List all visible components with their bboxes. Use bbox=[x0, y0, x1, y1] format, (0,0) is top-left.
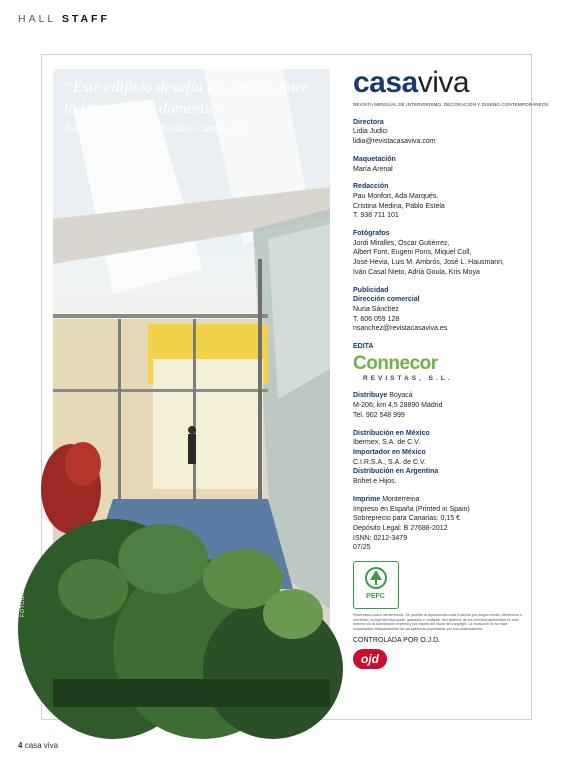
connecor-logo: Connecor bbox=[353, 352, 438, 374]
section-header bbox=[18, 13, 110, 25]
fotografos-line: José Hevia, Luis M. Ambrós, José L. Hausmann, bbox=[353, 259, 504, 267]
section-label: HALL bbox=[18, 13, 56, 25]
magazine-tagline: REVISTA MENSUAL DE INTERIORISMO, DECORACIÓN Y DISEÑO CONTEMPORÁNEOS bbox=[353, 102, 549, 107]
imprime-name: Monterreina bbox=[382, 495, 420, 503]
redaccion-label: Redacción bbox=[353, 183, 389, 191]
comercial-label: Dirección comercial bbox=[353, 296, 420, 304]
fotografos-line: Iván Casal Nieto, Adrià Goula, Kris Moya bbox=[353, 268, 480, 276]
fotografos-label: Fotógrafos bbox=[353, 230, 390, 238]
maquetacion-name: María Arenal bbox=[353, 165, 393, 173]
legal-notice: Reservados todos los derechos. Se prohíbe la reproducción total o parcial por ningún medio, electrónico o mecánico, incluyendo fotocopias, grabados o cualquier otro sistema, de los artículos aparecidos en este número sin la autorización expresa y por escrito del titular del copyright. La redacción no se hace responsable necesariamente de las opiniones expresadas por sus colaboradores. bbox=[353, 613, 523, 631]
redaccion-line: Pau Monfort, Ada Marqués, bbox=[353, 192, 439, 200]
directora-section bbox=[353, 118, 523, 147]
directora-name: Lidia Judici bbox=[353, 128, 388, 136]
atrium-illustration bbox=[53, 69, 330, 707]
issue-line: 07/25 bbox=[353, 544, 371, 552]
photo-credit bbox=[20, 511, 26, 617]
distribuye-phone: Tel. 902 548 999 bbox=[353, 411, 405, 419]
publicidad-label: Publicidad bbox=[353, 286, 389, 294]
comercial-name: Nuria Sánchez bbox=[353, 305, 399, 313]
fotografos-line: Jordi Miralles, Óscar Gutiérrez, bbox=[353, 239, 450, 247]
tree-icon bbox=[364, 567, 388, 589]
comercial-email: nsanchez@revistacasaviva.es bbox=[353, 325, 448, 333]
mexico-name: Ibermex, S.A. de C.V. bbox=[353, 439, 421, 447]
argentina-label: Distribución en Argentina bbox=[353, 468, 439, 476]
maquetacion-label: Maquetación bbox=[353, 155, 396, 163]
masthead-column bbox=[353, 66, 549, 673]
feature-photo bbox=[20, 69, 330, 707]
edita-section bbox=[353, 342, 523, 383]
photo-credit-label: FOTOGRAFÍA bbox=[20, 577, 26, 617]
publicidad-section bbox=[353, 286, 523, 335]
directora-email: lidia@revistacasaviva.com bbox=[353, 138, 436, 146]
fotografos-section bbox=[353, 229, 523, 278]
international-section bbox=[353, 429, 523, 487]
imprime-section bbox=[353, 495, 523, 553]
photo-credit-name: IMAGEN SUBLIMINAL bbox=[20, 511, 26, 576]
redaccion-line: Cristina Medina, Pablo Estela bbox=[353, 202, 445, 210]
fotografos-line: Albert Font, Eugeni Pons, Miquel Coll, bbox=[353, 249, 472, 257]
mexico-label: Distribución en México bbox=[353, 429, 430, 437]
distribuye-address: M-206; km 4,5 28890 Madrid bbox=[353, 402, 443, 410]
edita-label: EDITA bbox=[353, 343, 374, 351]
quote-author: Julio Cano, Bárbara Bardin, Canobardin. bbox=[64, 123, 253, 135]
distribuye-section bbox=[353, 391, 523, 420]
ojd-logo bbox=[353, 649, 523, 673]
maquetacion-section bbox=[353, 155, 523, 174]
importador-name: C.I.R.S.A., S.A. de C.V. bbox=[353, 458, 426, 466]
pefc-label: PEFC bbox=[366, 593, 385, 601]
ojd-logo-text: ojd bbox=[361, 652, 379, 667]
ojd-logo-shape bbox=[353, 649, 387, 669]
connecor-sub: REVISTAS, S.L. bbox=[363, 374, 453, 382]
imprime-label: Imprime bbox=[353, 495, 381, 503]
logo-casa: casa bbox=[353, 66, 418, 99]
distribuye-name: Boyacá bbox=[389, 392, 413, 400]
footer-magazine-name: casa viva bbox=[24, 741, 59, 750]
controlada-line: CONTROLADA POR O.J.D. bbox=[353, 637, 441, 645]
impreso-line: Impreso en España (Printed in Spain) bbox=[353, 505, 470, 513]
pull-quote: “Este edificio desafía los límites entre lo laboral y lo doméstico”. bbox=[64, 79, 309, 117]
logo-viva: viva bbox=[417, 66, 470, 99]
comercial-phone: T. 606 059 128 bbox=[353, 315, 400, 323]
subsection-label: STAFF bbox=[61, 13, 110, 25]
distribuye-label: Distribuye bbox=[353, 392, 388, 400]
argentina-name: Brihet e Hijos. bbox=[353, 478, 397, 486]
importador-label: Importador en México bbox=[353, 448, 426, 456]
page-footer bbox=[18, 741, 58, 750]
directora-label: Directora bbox=[353, 118, 384, 126]
redaccion-section bbox=[353, 182, 523, 221]
page-number: 4 bbox=[18, 741, 23, 750]
pefc-logo bbox=[353, 561, 399, 609]
sobreprecio-line: Sobreprecio para Canarias: 0,15 € bbox=[353, 515, 461, 523]
redaccion-phone: T. 938 711 101 bbox=[353, 212, 399, 220]
casaviva-logo bbox=[353, 68, 523, 98]
issn-line: ISNN: 0212-3479 bbox=[353, 534, 408, 542]
deposito-line: Depósito Legal: B 27688-2012 bbox=[353, 524, 448, 532]
